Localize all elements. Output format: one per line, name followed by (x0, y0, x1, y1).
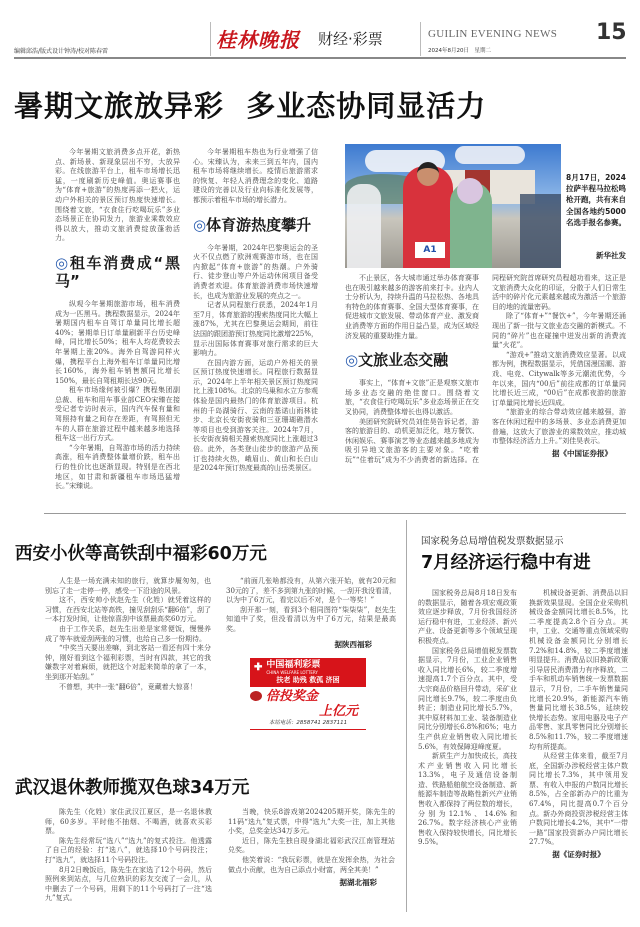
section-heading-business-fusion (345, 351, 479, 369)
paragraph: 租车市场缘何被引爆？携程集团副总裁、租车和用车事业部CEO宋臻在接受记者专访时表示，国内汽车保有量和驾照持有量之间存在差距，有驾照但无车的人群在旅游过程中越来越多地选择租车这一出行方式。 (55, 386, 180, 443)
section-divider (44, 513, 626, 514)
paragraph: 这不，西安帅小伙赵先生（化姓）就凭着这样的习惯，在西安北站等高铁，撞见刮刮乐“翻6倍”，刮了一本打发时间，让他惊喜刮中该票最高奖60万元。 (45, 596, 211, 624)
paragraph: 新质生产力加快成长，高技术产业销售收入同比增长13.3%，电子及通信设备制造、铁路船舶航空设备制造、新能源车制造等战略性新兴产业销售收入都保持了两位数的增长，分别为12.1%、14.6%和26.7%。数字经济核心产业销售收入保持较快增长，同比增长9.5%。 (418, 752, 517, 847)
section-mark-icon: ◎ (193, 215, 207, 234)
paragraph: 陈先生经常玩“选八”“选九”的复式投注。他透露了自己的经验：打“选八”，就选择10个号码投注；打“选九”，就选择11个号码投注。 (45, 836, 212, 864)
section-heading-car-rental (55, 254, 180, 290)
race-bib: A1 (415, 242, 445, 258)
section-mark-icon: ◎ (345, 351, 359, 370)
page-number: 15 (596, 20, 627, 45)
section-title: 体育游热度攀升 (206, 215, 312, 234)
paragraph: 除了“体育+”“餐饮+”，今年暑期还涌现出了新一批与文旅业态交融的新模式。不同的“碎片”也在碰撞中迸发出新的消费流量“火花”。 (492, 312, 626, 350)
section-title: 租车消费成“黑马” (55, 253, 180, 290)
lottery-logo-icon: ✚ (254, 661, 263, 673)
paragraph: 在国内游方面，运动户外相关的景区预订热度快速增长。同程旅行数据显示，2024年上半年相关景区预订热度同比上涨108%。北京的乌巢和水立方参观体验是国内最热门的体育旅游项目。杭州的千岛湖骑行、云南的基诺山雨林徒步、北京长安街夜骑和三亚珊瑚礁潜水等项目也受到游客关注。2024年7月，长安街夜骑相关搜索热度同比上涨超过3倍。此外，各类登山徒步的旅游产品预订也持续火热，峨眉山、黄山和长白山是2024年预订热度最高的山岳类景区。 (193, 358, 319, 473)
ad-promo-line-2: 上亿元 (318, 703, 358, 719)
article-source: 据《中国证券报》 (552, 448, 612, 458)
photo-credit: 新华社发 (596, 251, 626, 260)
paragraph: 记者从同程旅行获悉，2024年1月至7月，体育旅游的搜索热度同比大幅上涨87%，尤其在巴黎奥运会期间，前往法国的跟团游预订热度同比激增225%，显示出国际体育赛事对旅行需求的巨大影响力。 (193, 301, 319, 358)
marathon-photo (345, 144, 561, 268)
article-source: 据湖北福彩 (339, 878, 377, 888)
main-headline: 暑期文旅放异彩 多业态协同显活力 (14, 89, 487, 123)
lottery-wuhan-body (45, 808, 395, 904)
section-name: 财经·彩票 (318, 30, 383, 48)
main-article-columns-3-4 (345, 274, 626, 466)
ad-brand-en: CHINA WELFARE LOTTERY (266, 669, 318, 675)
article-source: 据《证券时报》 (552, 850, 605, 860)
paragraph: “旅游业的综合带动效应越来越强，游客在休闲过程中的多场景、多业态消费更加普遍，这放大了旅游业的乘数效应，推动城市整体经济活力上升。”刘佳昊表示。 (492, 408, 626, 446)
newspaper-logo: 桂林晚报 (216, 28, 300, 52)
tax-article-body (418, 589, 628, 860)
masthead-rule (14, 57, 626, 59)
paragraph: 人生是一场充满未知的旅行，就算步履匆匆，也别忘了走一走停一停，感受一下沿途的风景。 (45, 577, 211, 595)
paragraph: 国家税务总局增值税发票数据显示，7月份，工业企业销售收入同比增长6%，较二季度增速提高1.7个百分点。其中，受大宗商品价格回升带动，采矿业同比增长9.7%，较二季度由负转正；制造业同比增长5.7%，其中原材料加工业、装备制造业同比分别增长6.8%和6%；电力生产供应业销售收入同比增长5.6%，有效保障迎峰度夏。 (418, 646, 517, 751)
paragraph: 不止景区，各大城市通过举办体育赛事也在吸引越来越多的游客前来打卡。业内人士分析认为，持续升温的马拉松热、各地具有特色的体育赛事、全国大型体育赛事，在促进城市文旅发展、带动体育产业、激发商业消费等方面的作用日益凸显，成为区域经济发展的重要助推力量。 (345, 274, 479, 340)
paragraph: “前面几张啥都没有，从第六张开始，就有20元和30元的了，差不多到第九张的时候，一刮开我没看清，以为中了6万元，看完以后不对，是个一等奖！” (226, 577, 396, 605)
main-article-columns-1-2 (55, 148, 318, 492)
masthead-divider-left (210, 22, 211, 56)
paragraph: 纵观今年暑期旅游市场，租车消费成为一匹黑马。携程数据显示，2024年暑期国内租车自驾订单量同比增长超40%；暑期单日订单量刷新平台历史峰峰，同比增长50%；租车人均花费较去年暑期上涨20%。海外自驾游同样火爆，携程平台上海外租车订单量同比增长160%，海外租车销售额同比增长150%，最长自驾租期长达90天。 (55, 299, 180, 385)
paragraph: 他笑着说：“我玩彩票，就是在发挥余热，为社会做点小贡献，也为自己添点小财富，两全其美！” (228, 855, 395, 874)
ad-banner (250, 658, 366, 687)
paragraph: 刮开那一刻，看到3个相同图符“柒柒柒”，赵先生知道中了奖，但没看清以为中了6万元，结果是最高奖。 (226, 605, 396, 633)
ad-phone: 本站电话：2858741 2837111 (250, 719, 366, 730)
paragraph: “中奖当天要出差嘛，到北客站一看还有四十来分钟，刚好看到这个福利彩票，当时有四款，其它的我嫌数字对着麻烦，就把这个对起来简单的拿了一本，坐到那开始刮。” (45, 644, 211, 681)
intro-paragraph: 今年暑期文旅消费多点开花，新热点、新场景、新现象层出不穷，大放异彩。在线旅游平台上，租车市场增长迅猛，一度刷新历史峰值。奥运赛事也为“体育+旅游”的热度再添一把火，运动户外相关的景区预订热度快速增长。围绕着文旅，“衣食住行吃喝玩乐”多业态场景正在协同发力，旅游业乘数效应得以放大，推动文旅消费绽放蓬勃活力。 (55, 148, 180, 243)
english-name: GUILIN EVENING NEWS (428, 28, 558, 40)
paragraph: “游戏+”推动文旅消费效应显著。以成都为例，携程数据显示，凭借国漫国潮、游戏、电竞、Citywalk等多元潮流优势，今年以来，国内“00后”前往成都的订单量同比增长近三成，“00后”在成都夜游的旅游订单量同比增长近四成。 (492, 350, 626, 407)
paragraph: 机械设备更新、消费品以旧换新效果显现。全国企业采购机械设备金额同比增长8.5%，比二季度提高2.8个百分点。其中，工业、交通等重点领域采购机械设备金额同比分别增长7.2%和14.8%，较二季度增速明显提升。消费品以旧换新政策引导居民消费潜力有序释放，二手车和机动车销售统一发票数据显示，7月份，二手车销售量同比增长20.9%，新能源汽车销售量同比增长38.5%，延续较快增长态势。家用电器及电子产品零售、家具零售同比分别增长8.5%和11.7%，较二季度增速均有所提高。 (529, 589, 628, 751)
article-source: 据陕西福彩 (334, 639, 372, 649)
ad-brand: 中国福利彩票 (266, 659, 321, 670)
paragraph: 国家税务总局8月18日发布的数据显示，随着各项宏观政策效应逐步释放，7月份我国经济运行稳中有进，工业经济、新兴产业、设备更新等多个领域呈现积极亮点。 (418, 589, 517, 645)
masthead-divider-right (420, 22, 421, 56)
section-title: 文旅业态交融 (358, 351, 449, 370)
paragraph: 由于工作关系，赵先生出差是家常便饭，慢慢养成了等车就爱刮两张的习惯，也给自己多一份期待。 (45, 624, 211, 643)
column-divider (406, 520, 407, 912)
paragraph: 美团研究院研究员刘佳昊告诉记者，游客的旅游目的、动机更加泛化，地方餐饮、休闲娱乐、赛事演艺等业态越来越多地成为吸引异地文旅游客的主要对象。“吃着玩”“住着玩”成为不少消费者的新选择。在同程研究院首席研究员程超功看来，这正是文旅消费大众化的印证，分散于人们日常生活中的碎片化元素越来越成为激活一个旅游目的地的流量密码。 (345, 274, 626, 464)
section-mark-icon: ◎ (55, 253, 70, 272)
issue-date: 2024年8月20日 星期二 (428, 48, 491, 54)
paragraph: “今年暑期，自驾游市场的活力持续高涨，租车消费整体量增价跌，租车出行的性价比也逐渐显现。特别是在西北地区，如甘肃和新疆租车市场迅猛增长。”宋臻说。 (55, 443, 180, 491)
tax-article-subtitle: 国家税务总局增值税发票数据显示 (421, 536, 564, 547)
paragraph: 陈先生（化姓）家住武汉江夏区，是一名退休教师，60多岁。平时他不抽烟、不喝酒，就喜欢买彩票。 (45, 808, 212, 836)
welfare-lottery-ad (250, 658, 366, 730)
tax-article-headline: 7月经济运行稳中有进 (421, 553, 591, 573)
paragraph: 今年暑期租车热也为行业增强了信心。宋臻认为，未来三到五年内，国内租车市场将继续增长。疫情后旅游需求的恢复、年轻人消费理念的变化、道路建设的完善以及行业向标准化发展等，都预示着租车市场的增长潜力。 (193, 148, 318, 204)
paragraph: 从经营主体来看，截至7月底，全国新办涉税经营主体户数同比增长7.3%，其中领用发票、有收入申报的户数同比增长8.5%，占全部新办户的比重为67.4%，同比提高0.7个百分点。新办外商投资涉税经营主体户数同比增长4.2%，其中“一带一路”国家投资新办户同比增长27.7%。 (529, 752, 628, 847)
paragraph: 不曾想，其中一张“翻6倍”，竟藏着大惊喜！ (59, 682, 197, 691)
lottery-xian-column-1 (45, 577, 211, 692)
ad-slogan: 扶老 助残 救孤 济困 (276, 675, 340, 684)
paragraph: 近日，陈先生独自现身湖北福彩武汉江南管理站兑奖。 (228, 836, 395, 855)
lottery-headline-wuhan: 武汉退休教师揽双色球34万元 (15, 778, 250, 798)
photo-caption: 8月17日，2024拉萨半程马拉松鸣枪开跑，共有来自全国各地约5000名选手报名参赛。 (566, 173, 626, 227)
lottery-xian-column-2-text (226, 577, 396, 635)
paragraph: 当晚，快乐8游戏第2024205期开奖，陈先生的11码“选九”复式票，中得“选九”大奖一注，加上其他小奖，总奖金达34万多元。 (228, 808, 395, 836)
editor-credits: 编辑邱浩/版式设计钟涛/校对陈春雷 (14, 48, 109, 55)
lottery-ball-icon (250, 691, 262, 701)
lottery-headline-xian: 西安小伙等高铁刮中福彩60万元 (15, 544, 267, 564)
ad-promo-line-1: 倍投奖金 (266, 688, 319, 704)
lottery-xian-column-2 (226, 577, 396, 730)
section-heading-sports-tourism (193, 216, 318, 234)
paragraph: 今年暑期，2024年巴黎奥运会的圣火不仅点燃了欧洲观赛游市场，也在国内掀起“体育+旅游”的热潮。户外骑行、徒步登山等户外运动休闲项目备受消费者欢迎。体育旅游消费市场快速增长，也成为旅游业发展的亮点之一。 (193, 243, 318, 300)
paragraph: 8月2日晚饭后，陈先生在家选了12个号码，然后照例来到站点，与几位熟识的彩友交流了一会儿，从中删去了一个号码，用剩下的11个号码打了一注“选九”复式。 (45, 865, 212, 903)
paragraph: 事实上，“体育+文旅”正是观察文旅市场多业态交融的绝佳窗口。围绕着文旅，“衣食住行吃喝玩乐”多业态场景正在交叉协同，消费整体增长也得以激活。 (345, 379, 479, 416)
